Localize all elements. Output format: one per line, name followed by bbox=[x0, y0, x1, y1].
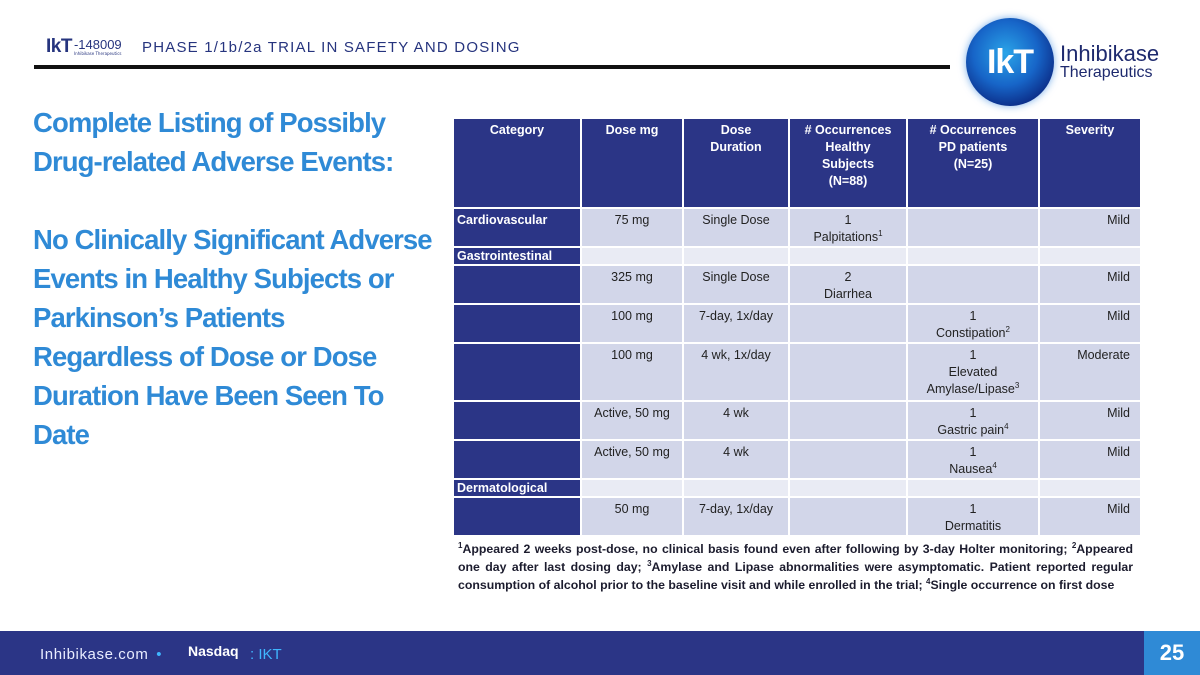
severity-cell: Mild bbox=[1039, 304, 1141, 343]
dose-cell: 100 mg bbox=[581, 304, 683, 343]
page-number: 25 bbox=[1144, 631, 1200, 675]
header-title: PHASE 1/1b/2a TRIAL IN SAFETY AND DOSING bbox=[142, 39, 521, 56]
header-logo-mark: IkT bbox=[46, 36, 72, 57]
footer-site-link[interactable]: Inhibikase.com • bbox=[40, 646, 163, 663]
table-row bbox=[453, 265, 1141, 304]
healthy-cell bbox=[789, 401, 907, 440]
category-cell: Dermatological bbox=[453, 479, 581, 497]
pd-cell: 1 Nausea$^4$ bbox=[907, 440, 1039, 479]
nasdaq-logo: Nasdaq bbox=[188, 643, 239, 659]
header-logo bbox=[46, 36, 122, 58]
col-header-pd: # Occurrences PD patients (N=25) bbox=[907, 118, 1039, 208]
col-header-dose: Dose mg bbox=[581, 118, 683, 208]
healthy-cell bbox=[789, 304, 907, 343]
brand-orb-icon: IkT bbox=[966, 18, 1054, 106]
severity-cell: Mild bbox=[1039, 497, 1141, 536]
slide-headline: Complete Listing of Possibly Drug-related Adverse Events: No Clinically Significant Adverse Events in Healthy Subjects or Parkinson’s Patients Regardless of Dose or Dose Duration Have Been Seen To Date bbox=[33, 107, 432, 450]
duration-cell: 7-day, 1x/day bbox=[683, 304, 789, 343]
col-header-severity: Severity bbox=[1039, 118, 1141, 208]
healthy-cell: 1 Palpitations$^1$ bbox=[789, 208, 907, 247]
table-row bbox=[453, 304, 1141, 343]
footnotes: $^1$Appeared 2 weeks post-dose, no clinical basis found even after following by 3-day Holter monitoring; $^2$Appeared one day after last dosing day; $^3$Amylase and Lipase abnormalities were asymptomatic. Patient reported regular consumption of alcohol prior to the baseline visit and while enrolled in the trial; $^4$Single occurrence on first dose bbox=[458, 541, 1134, 592]
severity-cell: Moderate bbox=[1039, 343, 1141, 401]
severity-cell: Mild bbox=[1039, 440, 1141, 479]
section-row bbox=[453, 479, 1141, 497]
severity-cell: Mild bbox=[1039, 208, 1141, 247]
table-header-row bbox=[453, 118, 1141, 208]
bullet-icon: • bbox=[156, 646, 163, 663]
duration-cell: Single Dose bbox=[683, 208, 789, 247]
pd-cell: 1 Elevated Amylase/Lipase$^3$ bbox=[907, 343, 1039, 401]
dose-cell: 100 mg bbox=[581, 343, 683, 401]
pd-cell: 1 Dermatitis bbox=[907, 497, 1039, 536]
dose-cell: 75 mg bbox=[581, 208, 683, 247]
ticker-symbol: : IKT bbox=[250, 646, 282, 663]
dose-cell: 325 mg bbox=[581, 265, 683, 304]
dose-cell: Active, 50 mg bbox=[581, 401, 683, 440]
dose-cell: Active, 50 mg bbox=[581, 440, 683, 479]
table-row bbox=[453, 440, 1141, 479]
duration-cell: 4 wk, 1x/day bbox=[683, 343, 789, 401]
duration-cell: 4 wk bbox=[683, 401, 789, 440]
duration-cell: Single Dose bbox=[683, 265, 789, 304]
table-row bbox=[453, 497, 1141, 536]
pd-cell bbox=[907, 265, 1039, 304]
brand-logo bbox=[966, 18, 1159, 106]
brand-name: Inhibikase Therapeutics bbox=[1060, 41, 1160, 82]
table-row bbox=[453, 401, 1141, 440]
footer-bar bbox=[0, 631, 1200, 675]
header-logo-code: -148009 bbox=[73, 37, 122, 52]
category-cell: Cardiovascular bbox=[453, 208, 581, 247]
healthy-cell: 2 Diarrhea bbox=[789, 265, 907, 304]
category-cell: Gastrointestinal bbox=[453, 247, 581, 265]
table-row bbox=[453, 208, 1141, 247]
col-header-category: Category bbox=[453, 118, 581, 208]
pd-cell: 1 Gastric pain$^4$ bbox=[907, 401, 1039, 440]
duration-cell: 7-day, 1x/day bbox=[683, 497, 789, 536]
table-row bbox=[453, 343, 1141, 401]
pd-cell: 1 Constipation$^2$ bbox=[907, 304, 1039, 343]
col-header-duration: Dose Duration bbox=[683, 118, 789, 208]
severity-cell: Mild bbox=[1039, 401, 1141, 440]
healthy-cell bbox=[789, 440, 907, 479]
healthy-cell bbox=[789, 343, 907, 401]
pd-cell bbox=[907, 208, 1039, 247]
header-rule bbox=[34, 65, 950, 69]
severity-cell: Mild bbox=[1039, 265, 1141, 304]
col-header-healthy: # Occurrences Healthy Subjects (N=88) bbox=[789, 118, 907, 208]
section-row bbox=[453, 247, 1141, 265]
dose-cell: 50 mg bbox=[581, 497, 683, 536]
healthy-cell bbox=[789, 497, 907, 536]
adverse-events-table bbox=[452, 117, 1142, 537]
duration-cell: 4 wk bbox=[683, 440, 789, 479]
header-logo-sub: Inhibikase Therapeutics bbox=[73, 51, 122, 56]
